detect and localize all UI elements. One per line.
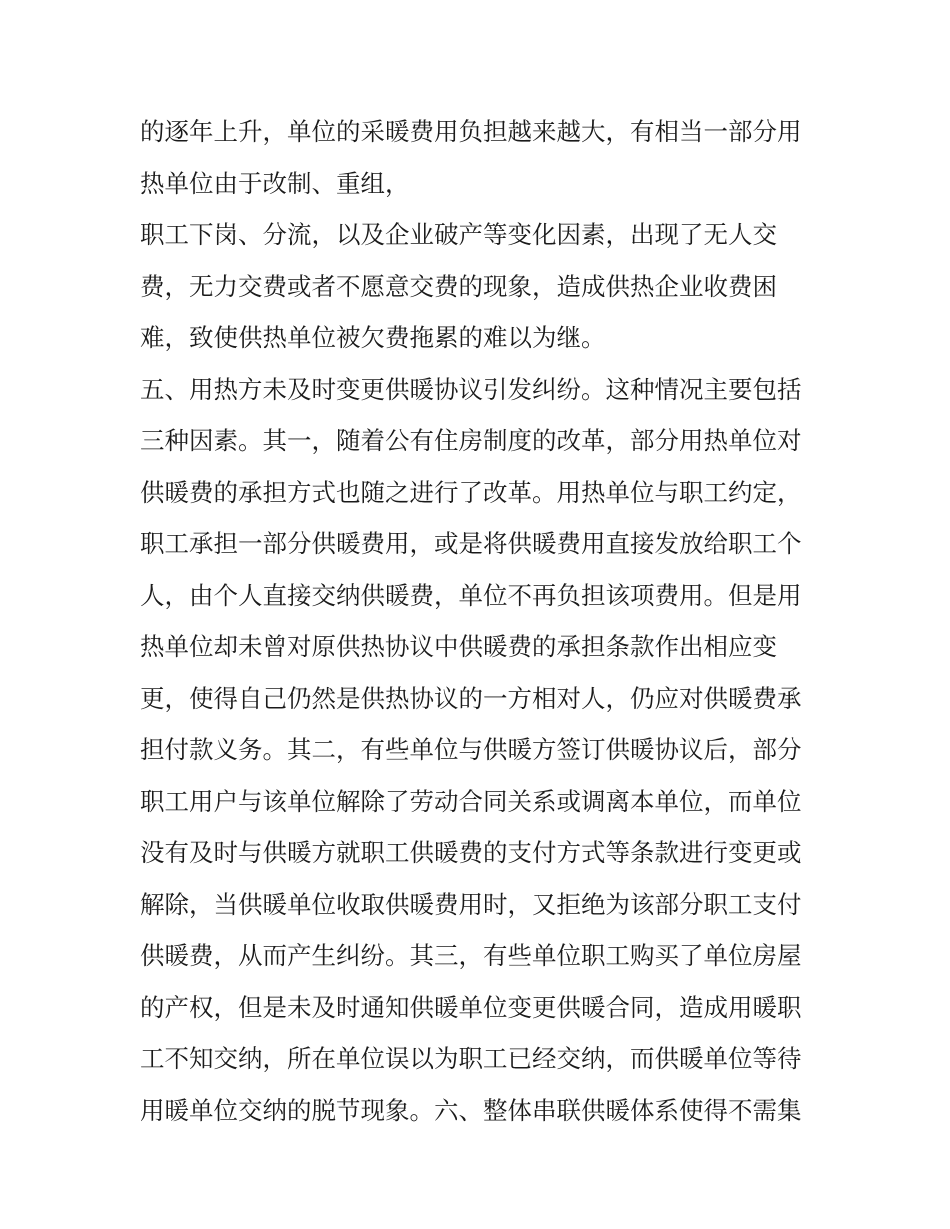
text-line: 难，致使供热单位被欠费拖累的难以为继。 <box>140 323 606 352</box>
text-line: 没有及时与供暖方就职工供暖费的支付方式等条款进行变更或 <box>140 838 802 867</box>
text-line: 工不知交纳，所在单位误以为职工已经交纳，而供暖单位等待 <box>140 1044 802 1073</box>
text-line: 三种因素。其一，随着公有住房制度的改革，部分用热单位对 <box>140 426 802 455</box>
text-line: 供暖费，从而产生纠纷。其三，有些单位职工购买了单位房屋 <box>140 941 802 970</box>
text-line: 用暖单位交纳的脱节现象。六、整体串联供暖体系使得不需集 <box>140 1095 802 1125</box>
text-line: 解除，当供暖单位收取供暖费用时，又拒绝为该部分职工支付 <box>140 889 802 919</box>
text-line: 费，无力交费或者不愿意交费的现象，造成供热企业收费困 <box>140 271 777 301</box>
text-line: 职工承担一部分供暖费用，或是将供暖费用直接发放给职工个 <box>140 529 802 558</box>
text-line: 职工用户与该单位解除了劳动合同关系或调离本单位，而单位 <box>140 786 802 816</box>
text-line: 热单位却未曾对原供热协议中供暖费的承担条款作出相应变 <box>140 632 777 661</box>
text-line: 热单位由于改制、重组， <box>140 168 410 198</box>
text-line: 人，由个人直接交纳供暖费，单位不再负担该项费用。但是用 <box>140 580 802 610</box>
body-text <box>140 106 820 1136</box>
text-line: 的逐年上升，单位的采暖费用负担越来越大，有相当一部分用 <box>140 117 802 146</box>
text-line: 担付款义务。其二，有些单位与供暖方签订供暖协议后，部分 <box>140 735 802 764</box>
text-line: 的产权，但是未及时通知供暖单位变更供暖合同，造成用暖职 <box>140 992 802 1022</box>
text-line: 五、用热方未及时变更供暖协议引发纠纷。这种情况主要包括 <box>140 374 802 404</box>
text-line: 供暖费的承担方式也随之进行了改革。用热单位与职工约定， <box>140 477 802 507</box>
text-line: 职工下岗、分流，以及企业破产等变化因素，出现了无人交 <box>140 220 777 249</box>
text-line: 更，使得自己仍然是供热协议的一方相对人，仍应对供暖费承 <box>140 683 802 713</box>
